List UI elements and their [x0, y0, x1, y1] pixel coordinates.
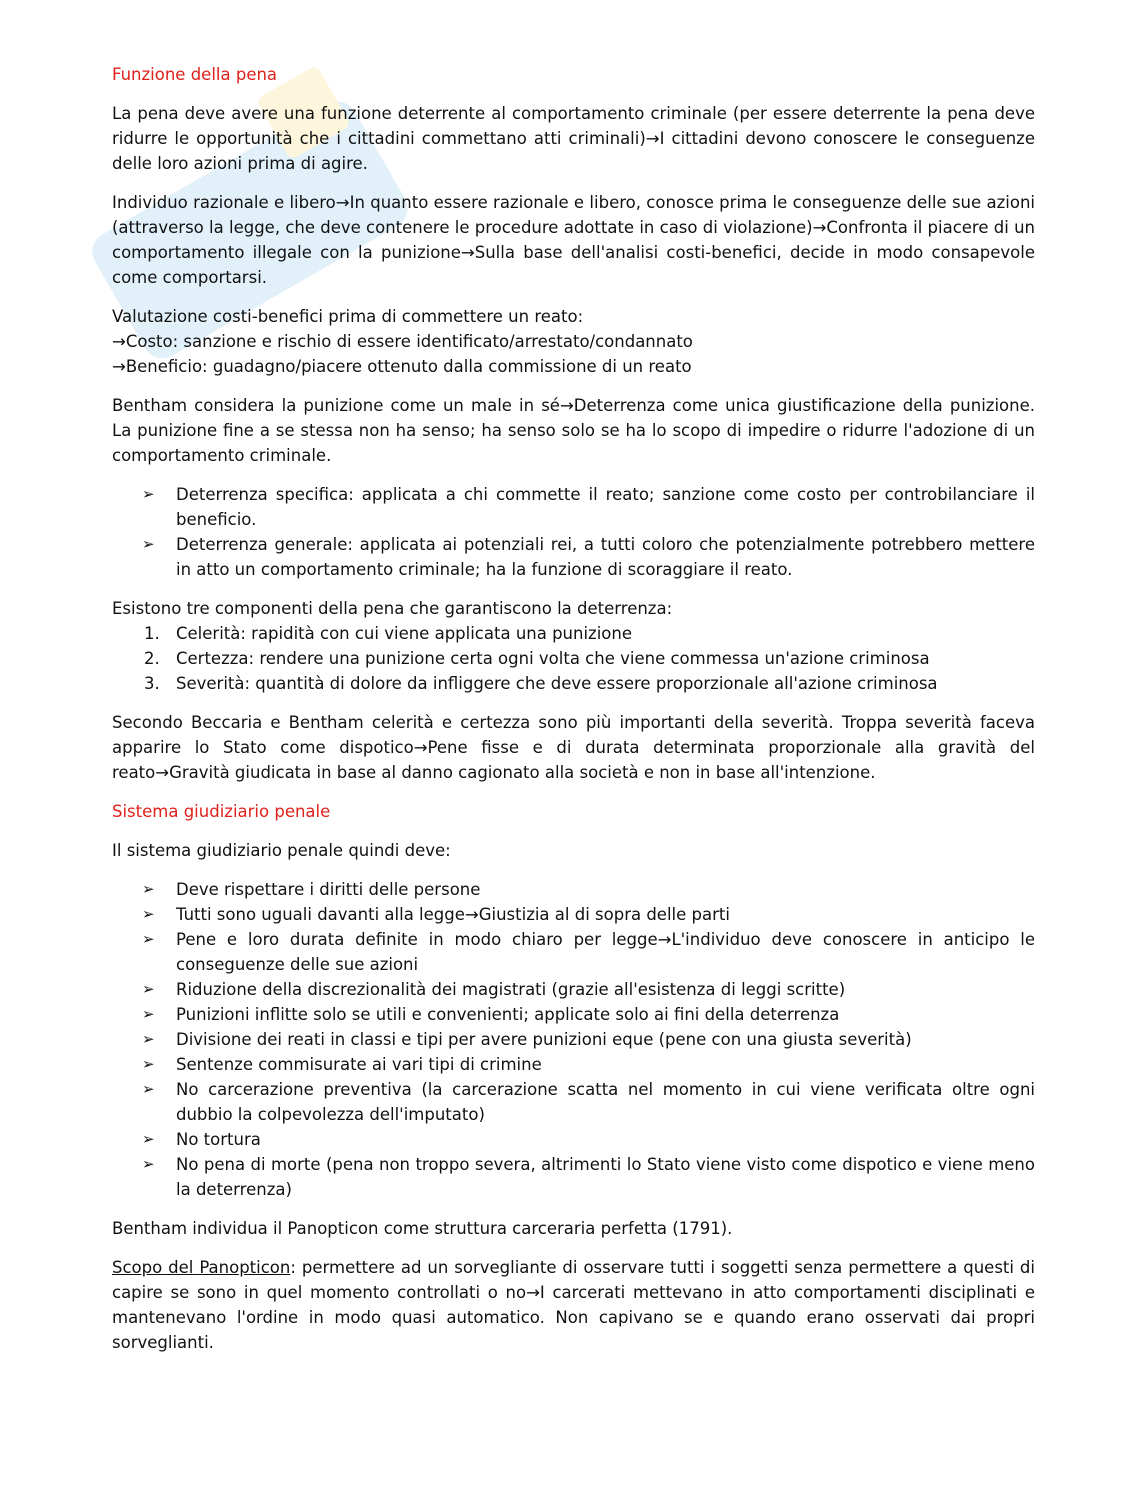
paragraph-bentham-punizione: Bentham considera la punizione come un male in sé→Deterrenza come unica giustificazione della punizione. La punizione fine a se stessa non ha senso; ha senso solo se ha lo scopo di impedire o ridurre l'adozione di un comportamento criminale.	[112, 396, 1035, 465]
list-item: 1. Celerità: rapidità con cui viene applicata una punizione	[144, 624, 633, 643]
arrow-bullet-icon: ➢	[142, 980, 155, 998]
list-item: ➢ Pene e loro durata definite in modo chiaro per legge→L'individuo deve conoscere in anticipo le conseguenze delle sue azioni	[112, 927, 1035, 977]
costo-line: →Costo: sanzione e rischio di essere identificato/arrestato/condannato	[112, 332, 693, 351]
list-item: ➢ Divisione dei reati in classi e tipi per avere punizioni eque (pene con una giusta severità)	[112, 1027, 1035, 1052]
list-item: ➢ No carcerazione preventiva (la carcerazione scatta nel momento in cui viene verificata oltre ogni dubbio la colpevolezza dell'imputato)	[112, 1077, 1035, 1127]
arrow-bullet-icon: ➢	[142, 905, 155, 923]
list-item: ➢ Deterrenza specifica: applicata a chi commette il reato; sanzione come costo per controbilanciare il beneficio.	[112, 482, 1035, 532]
list-item: ➢ Sentenze commisurate ai vari tipi di crimine	[112, 1052, 1035, 1077]
scopo-label: Scopo del Panopticon	[112, 1258, 291, 1277]
paragraph-panopticon: Bentham individua il Panopticon come struttura carceraria perfetta (1791).	[112, 1219, 733, 1238]
arrow-bullet-icon: ➢	[142, 1030, 155, 1048]
section-title-funzione: Funzione della pena	[112, 65, 278, 84]
arrow-bullet-icon: ➢	[142, 880, 155, 898]
arrow-bullet-icon: ➢	[142, 1055, 155, 1073]
list-item: ➢ Punizioni inflitte solo se utili e convenienti; applicate solo ai fini della deterrenza	[112, 1002, 1035, 1027]
deterrenza-list	[112, 482, 1035, 582]
list-item: 3. Severità: quantità di dolore da infliggere che deve essere proporzionale all'azione criminosa	[144, 674, 938, 693]
arrow-bullet-icon: ➢	[142, 1155, 155, 1173]
paragraph-costi-benefici	[112, 304, 1035, 379]
paragraph-deterrente: La pena deve avere una funzione deterrente al comportamento criminale (per essere deterrente la pena deve ridurre le opportunità che i cittadini commettano atti criminali)→I cittadini devono conoscere le conseguenze delle loro azioni prima di agire.	[112, 104, 1035, 173]
arrow-bullet-icon: ➢	[142, 930, 155, 948]
componenti-intro: Esistono tre componenti della pena che garantiscono la deterrenza:	[112, 599, 673, 618]
paragraph-individuo: Individuo razionale e libero→In quanto essere razionale e libero, conosce prima le conseguenze delle sue azioni (attraverso la legge, che deve contenere le procedure adottate in caso di violazione)→Confronta il piacere di un comportamento illegale con la punizione→Sulla base dell'analisi costi-benefici, decide in modo consapevole come comportarsi.	[112, 193, 1035, 287]
list-item: 2. Certezza: rendere una punizione certa ogni volta che viene commessa un'azione criminosa	[144, 649, 930, 668]
sistema-list	[112, 877, 1035, 1202]
componenti-list	[112, 621, 1035, 696]
paragraph-beccaria: Secondo Beccaria e Bentham celerità e certezza sono più importanti della severità. Troppa severità faceva apparire lo Stato come dispotico→Pene fisse e di durata determinata proporzionale alla gravità del reato→Gravità giudicata in base al danno cagionato alla società e non in base all'intenzione.	[112, 713, 1035, 782]
list-item: ➢ Deve rispettare i diritti delle persone	[112, 877, 1035, 902]
paragraph-scopo-panopticon	[112, 1255, 1035, 1355]
arrow-bullet-icon: ➢	[142, 485, 155, 503]
arrow-bullet-icon: ➢	[142, 1005, 155, 1023]
arrow-bullet-icon: ➢	[142, 1130, 155, 1148]
list-item: ➢ Deterrenza generale: applicata ai potenziali rei, a tutti coloro che potenzialmente potrebbero mettere in atto un comportamento criminale; ha la funzione di scoraggiare il reato.	[112, 532, 1035, 582]
beneficio-line: →Beneficio: guadagno/piacere ottenuto dalla commissione di un reato	[112, 357, 692, 376]
document-page	[112, 62, 1035, 1369]
list-item: ➢ Riduzione della discrezionalità dei magistrati (grazie all'esistenza di leggi scritte)	[112, 977, 1035, 1002]
scopo-text: : permettere ad un sorvegliante di osservare tutti i soggetti senza permettere a questi di capire se sono in quel momento controllati o no→I carcerati mettevano in atto comportamenti disciplinati e mantenevano l'ordine in modo quasi automatico. Non capivano se e quando erano osservati dai propri sorveglianti.	[112, 1258, 1035, 1352]
sistema-intro: Il sistema giudiziario penale quindi deve:	[112, 841, 451, 860]
list-item: ➢ No pena di morte (pena non troppo severa, altrimenti lo Stato viene visto come dispotico e viene meno la deterrenza)	[112, 1152, 1035, 1202]
arrow-bullet-icon: ➢	[142, 535, 155, 553]
section-title-sistema: Sistema giudiziario penale	[112, 802, 331, 821]
list-item: ➢ Tutti sono uguali davanti alla legge→Giustizia al di sopra delle parti	[112, 902, 1035, 927]
costi-benefici-intro: Valutazione costi-benefici prima di commettere un reato:	[112, 307, 584, 326]
arrow-bullet-icon: ➢	[142, 1080, 155, 1098]
list-item: ➢ No tortura	[112, 1127, 1035, 1152]
